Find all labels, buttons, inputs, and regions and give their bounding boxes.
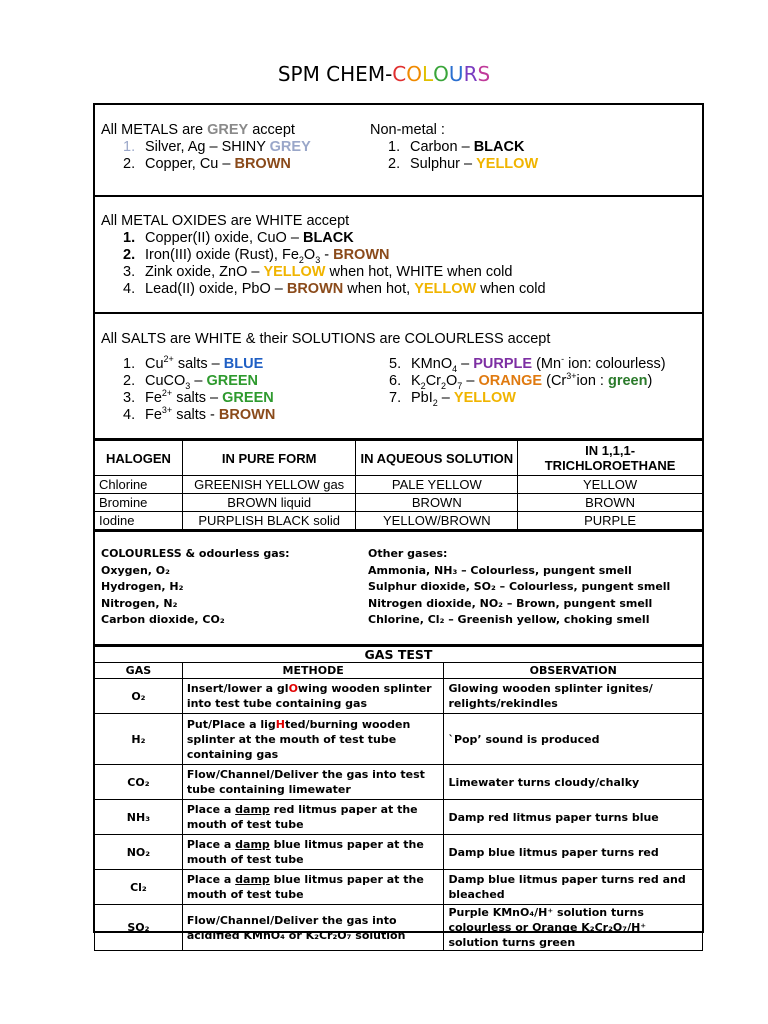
method-cell: Place a damp red litmus paper at the mouth of test tube xyxy=(182,800,444,835)
colourless-gases xyxy=(101,546,290,629)
table-cell: PALE YELLOW xyxy=(356,476,518,494)
list-item: 2. Iron(III) oxide (Rust), $Fe_2O_3$ - BROWN xyxy=(123,247,390,265)
table-cell: Iodine xyxy=(95,512,183,530)
table-header-row xyxy=(95,663,703,679)
divider xyxy=(93,530,704,532)
list-item: 1. Carbon – BLACK xyxy=(388,139,525,155)
list-item: Chlorine, Cl₂ – Greenish yellow, choking smell xyxy=(368,613,650,626)
table-cell: BROWN liquid xyxy=(182,494,356,512)
gas-cell: NO₂ xyxy=(95,835,183,870)
title-letter: O xyxy=(433,62,449,86)
gas-cell: NH₃ xyxy=(95,800,183,835)
observation-cell: `Pop’ sound is produced xyxy=(444,714,703,765)
observation-cell: Limewater turns cloudy/chalky xyxy=(444,765,703,800)
nonmetal-section xyxy=(370,122,538,173)
table-cell: YELLOW xyxy=(518,476,703,494)
metals-heading: All METALS are GREY accept xyxy=(101,122,295,138)
title-prefix: SPM CHEM- xyxy=(277,62,393,86)
list-item: 5. KMnO$_4$ – PURPLE (Mn- ion: colourless) xyxy=(389,354,666,374)
table-row xyxy=(95,714,703,765)
list-item: 3. Zink oxide, ZnO – YELLOW when hot, WHITE when cold xyxy=(123,264,513,280)
table-row xyxy=(95,800,703,835)
table-row xyxy=(95,835,703,870)
table-cell: Chlorine xyxy=(95,476,183,494)
column-header: IN AQUEOUS SOLUTION xyxy=(356,441,518,476)
list-item: 4. $Fe^{3+}$ salts - BROWN xyxy=(123,405,276,423)
observation-cell: Damp red litmus paper turns blue xyxy=(444,800,703,835)
column-header: HALOGEN xyxy=(95,441,183,476)
table-cell: PURPLISH BLACK solid xyxy=(182,512,356,530)
title-letter: C xyxy=(392,62,407,86)
title-letter: R xyxy=(463,62,478,86)
list-item: Nitrogen dioxide, NO₂ – Brown, pungent smell xyxy=(368,596,653,610)
oxides-section xyxy=(101,213,546,298)
method-cell: Insert/lower a glOwing wooden splinter into test tube containing gas xyxy=(182,679,444,714)
table-row xyxy=(95,679,703,714)
list-item: Nitrogen, N₂ xyxy=(101,596,178,610)
observation-cell: Damp blue litmus paper turns red and bleached xyxy=(444,870,703,905)
other-gases-heading: Other gases: xyxy=(368,547,448,560)
method-cell: Flow/Channel/Deliver the gas into acidified KMnO₄ or K₂Cr₂O₇ solution xyxy=(182,905,444,951)
table-row xyxy=(95,765,703,800)
list-item: 2. CuCO$_3$ – GREEN xyxy=(123,373,259,391)
other-gases xyxy=(368,546,670,629)
salts-right-list xyxy=(389,356,666,407)
column-header: OBSERVATION xyxy=(444,663,703,679)
list-item: 6. $K_2Cr_2O_7$ – ORANGE ($Cr^{3+}ion$ : green) xyxy=(389,371,653,391)
observation-cell: Purple KMnO₄/H⁺ solution turns colourless or Orange K₂Cr₂O₇/H⁺ solution turns green xyxy=(444,905,703,951)
column-header: GAS xyxy=(95,663,183,679)
method-cell: Place a damp blue litmus paper at the mouth of test tube xyxy=(182,870,444,905)
list-item: 4. Lead(II) oxide, PbO – BROWN when hot, YELLOW when cold xyxy=(123,281,546,297)
table-row xyxy=(95,494,703,512)
list-item: Hydrogen, H₂ xyxy=(101,580,184,593)
gas-cell: SO₂ xyxy=(95,905,183,951)
list-item: 1. $Cu^{2+}$ salts – BLUE xyxy=(123,354,264,372)
list-item: 3. $Fe^{2+}$ salts – GREEN xyxy=(123,388,274,406)
table-cell: BROWN xyxy=(518,494,703,512)
list-item: 1. Copper(II) oxide, CuO – BLACK xyxy=(123,230,354,246)
table-cell: GREENISH YELLOW gas xyxy=(182,476,356,494)
table-cell: BROWN xyxy=(356,494,518,512)
page-title xyxy=(0,62,768,86)
table-title-row xyxy=(95,647,703,663)
title-colours xyxy=(392,62,490,86)
table-row xyxy=(95,476,703,494)
column-header: IN PURE FORM xyxy=(182,441,356,476)
list-item: Sulphur dioxide, SO₂ – Colourless, pungent smell xyxy=(368,580,671,593)
gas-cell: O₂ xyxy=(95,679,183,714)
table-header-row xyxy=(95,441,703,476)
method-cell: Place a damp blue litmus paper at the mouth of test tube xyxy=(182,835,444,870)
list-item: Ammonia, NH₃ – Colourless, pungent smell xyxy=(368,563,632,577)
list-item: Carbon dioxide, CO₂ xyxy=(101,613,225,626)
table-row xyxy=(95,870,703,905)
gas-cell: Cl₂ xyxy=(95,870,183,905)
halogen-table xyxy=(94,440,703,530)
divider xyxy=(93,312,704,314)
column-header: IN 1,1,1- TRICHLOROETHANE xyxy=(518,441,703,476)
table-cell: YELLOW/BROWN xyxy=(356,512,518,530)
title-letter: O xyxy=(406,62,423,86)
gas-cell: CO₂ xyxy=(95,765,183,800)
oxides-heading: All METAL OXIDES are WHITE accept xyxy=(101,213,350,229)
list-item: 2. Sulphur – YELLOW xyxy=(388,156,539,172)
table-cell: Bromine xyxy=(95,494,183,512)
list-item: Oxygen, O₂ xyxy=(101,563,170,577)
colourless-gases-heading: COLOURLESS & odourless gas: xyxy=(101,547,290,560)
list-item: 2. Copper, Cu – BROWN xyxy=(123,156,291,172)
title-letter: L xyxy=(422,62,434,86)
gas-cell: H₂ xyxy=(95,714,183,765)
table-row xyxy=(95,512,703,530)
list-item: 1. Silver, Ag – SHINY GREY xyxy=(123,139,311,155)
title-letter: U xyxy=(448,62,464,86)
list-item: 7. PbI$_2$ – YELLOW xyxy=(389,390,516,408)
observation-cell: Damp blue litmus paper turns red xyxy=(444,835,703,870)
method-cell: Flow/Channel/Deliver the gas into test tube containing limewater xyxy=(182,765,444,800)
salts-left-list xyxy=(123,356,275,424)
method-cell: Put/Place a ligHted/burning wooden splinter at the mouth of test tube containing gas xyxy=(182,714,444,765)
metals-section xyxy=(101,122,311,173)
table-cell: PURPLE xyxy=(518,512,703,530)
title-letter: S xyxy=(477,62,491,86)
gas-test-table xyxy=(94,646,703,951)
gas-test-title: GAS TEST xyxy=(95,647,703,663)
table-row xyxy=(95,905,703,951)
nonmetal-heading: Non-metal : xyxy=(370,122,445,138)
observation-cell: Glowing wooden splinter ignites/ relights/rekindles xyxy=(444,679,703,714)
divider xyxy=(93,195,704,197)
salts-heading: All SALTS are WHITE & their SOLUTIONS are COLOURLESS accept xyxy=(101,331,551,347)
column-header: METHODE xyxy=(182,663,444,679)
